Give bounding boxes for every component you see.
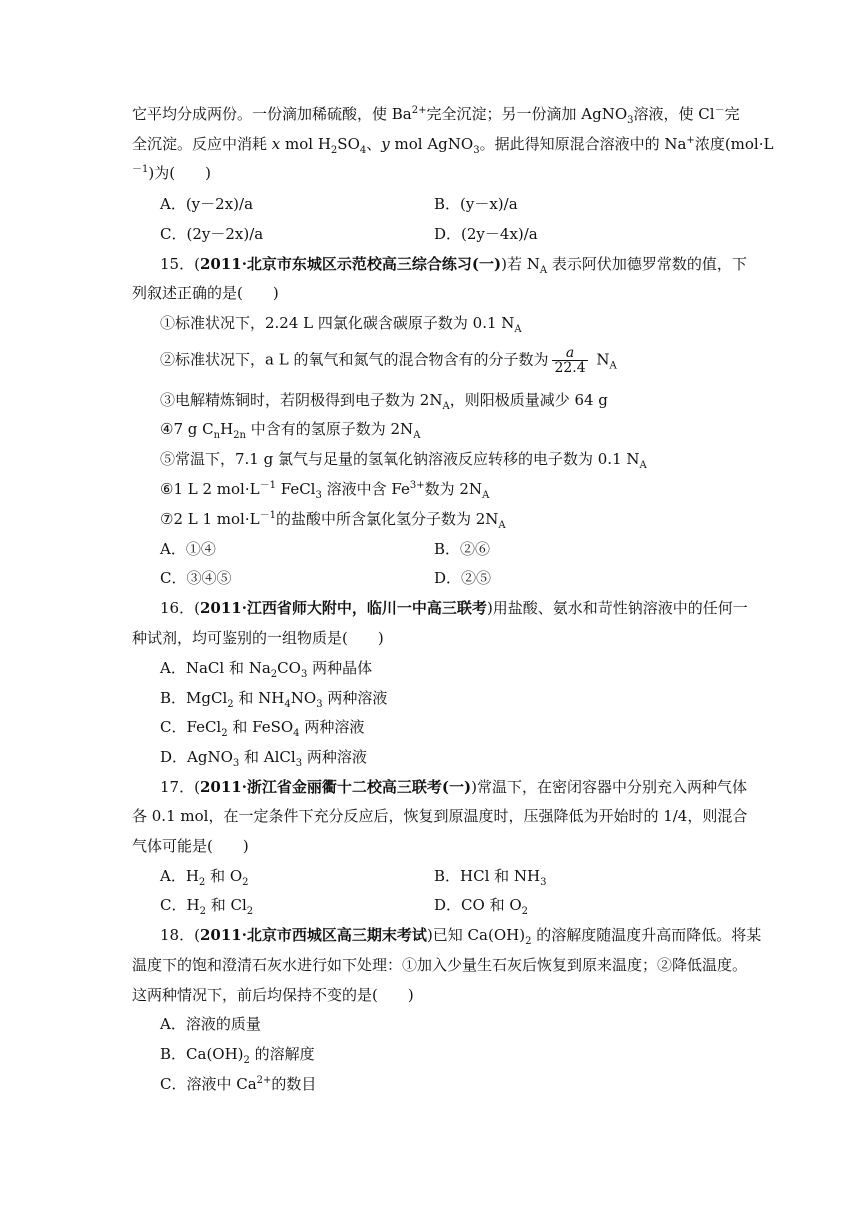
q16-stem-2: 种试剂，均可鉴别的一组物质是( ) xyxy=(132,629,384,647)
q17-stem-3: 气体可能是( ) xyxy=(132,837,249,855)
q16-option-c: C．FeCl$_2$ 和 FeSO$_4$ 两种溶液 xyxy=(160,718,365,739)
q15-statement-7: ⑦2 L 1 $mol\cdot L^{-1}$的盐酸中所含氯化氢分子数为 $2N_A$ xyxy=(160,510,506,531)
q15-option-a: A．①④ xyxy=(160,540,216,558)
q17-option-d: D．CO 和 $O_2$ xyxy=(434,896,529,917)
q14-line-3: $^{-1}$)为( ) xyxy=(132,164,211,182)
q17-stem-1: 17．(2011·浙江省金丽衢十二校高三联考(一))常温下，在密闭容器中分别充入两种气体 xyxy=(160,778,747,796)
q14-option-d: D．(2y－4x)/a xyxy=(434,225,538,243)
q15-statement-4: ④7 g $C_nH_{2n}$ 中含有的氢原子数为 $2N_A$ xyxy=(160,420,421,441)
q18-stem-1: 18．(2011·北京市西城区高三期末考试)已知 $Ca(OH)_2$ 的溶解度随温度升高而降低。将某 xyxy=(160,926,762,947)
q16-option-a: A．NaCl 和 $Na_2CO_3$ 两种晶体 xyxy=(160,659,373,680)
q14-line-2: 全沉淀。反应中消耗 x mol $H_2SO_4$、y mol AgNO$_3$。据此得知原混合溶液中的 Na+浓度(mol·L xyxy=(132,135,774,156)
q14-option-b: B．(y－x)/a xyxy=(434,195,518,213)
q15-stem-2: 列叙述正确的是( ) xyxy=(132,284,279,302)
q15-option-d: D．②⑤ xyxy=(434,569,492,587)
q15-statement-6: ⑥1 L 2 $mol\cdot L^{-1}$ FeCl$_3$ 溶液中含 $Fe^{3+}$数为 $2N_A$ xyxy=(160,480,490,501)
q18-stem-3: 这两种情况下，前后均保持不变的是( ) xyxy=(132,986,414,1004)
q18-option-b: B．$Ca(OH)_2$ 的溶解度 xyxy=(160,1045,315,1066)
q17-option-c: C．$H_2$ 和 $Cl_2$ xyxy=(160,896,254,917)
q16-option-d: D．AgNO$_3$ 和 AlCl$_3$ 两种溶液 xyxy=(160,748,367,769)
q16-option-b: B．MgCl$_2$ 和 $NH_4NO_3$ 两种溶液 xyxy=(160,689,388,710)
q14-option-c: C．(2y－2x)/a xyxy=(160,225,264,243)
q15-statement-5: ⑤常温下，7.1 g 氯气与足量的氢氧化钠溶液反应转移的电子数为 0.1 $N_A$ xyxy=(160,450,647,471)
q15-statement-3: ③电解精炼铜时，若阴极得到电子数为 $2N_A$，则阳极质量减少 64 g xyxy=(160,391,608,412)
q18-stem-2: 温度下的饱和澄清石灰水进行如下处理：①加入少量生石灰后恢复到原来温度；②降低温度。 xyxy=(132,956,748,974)
q15-statement-1: ①标准状况下，2.24 L 四氯化碳含碳原子数为 0.1 $N_A$ xyxy=(160,314,522,335)
fraction: $\frac{a}{22.4}$ xyxy=(554,345,586,376)
q17-option-b: B．HCl 和 $NH_3$ xyxy=(434,867,547,888)
q18-option-a: A．溶液的质量 xyxy=(160,1015,261,1033)
q16-stem-1: 16．(2011·江西省师大附中，临川一中高三联考)用盐酸、氨水和苛性钠溶液中的任何一 xyxy=(160,599,748,617)
q17-stem-2: 各 0.1 mol，在一定条件下充分反应后，恢复到原温度时，压强降低为开始时的 1/4，则混合 xyxy=(132,807,748,825)
q14-option-a: A．(y－2x)/a xyxy=(160,195,254,213)
q15-stem-1: 15．(2011·北京市东城区示范校高三综合练习(一))若 $N_A$ 表示阿伏加德罗常数的值，下 xyxy=(160,255,747,276)
q17-option-a: A．$H_2$ 和 $O_2$ xyxy=(160,867,249,888)
q18-option-c: C．溶液中 $Ca^{2+}$的数目 xyxy=(160,1075,317,1093)
q15-statement-2: ②标准状况下，a L 的氧气和氮气的混合物含有的分子数为 $\frac{a}{22.4}$ $N_A$ xyxy=(160,345,617,376)
q15-option-c: C．③④⑤ xyxy=(160,569,232,587)
q15-option-b: B．②⑥ xyxy=(434,540,491,558)
q14-line-1: 它平均分成两份。一份滴加稀硫酸，使 $Ba^{2+}$完全沉淀；另一份滴加 AgNO$_3$溶液，使 Cl－完 xyxy=(132,105,740,126)
